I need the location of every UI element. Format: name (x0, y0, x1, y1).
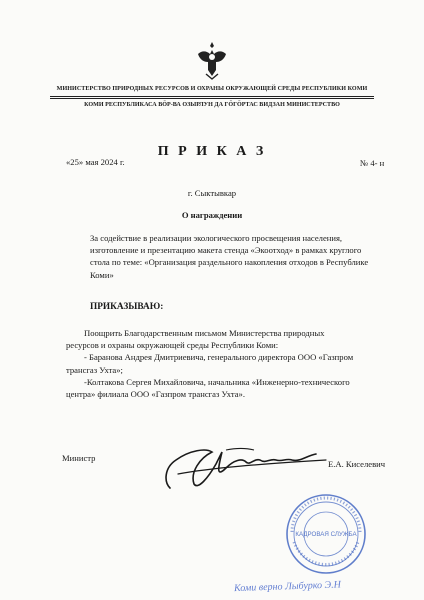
preamble-line: изготовление и презентацию макета стенда «Экоотход» в рамках круглого (90, 245, 362, 256)
document-number: № 4- н (360, 158, 385, 168)
document-date: «25» мая 2024 г. (66, 157, 125, 167)
order-line: ресурсов и охраны окружающей среды Республики Коми: (66, 340, 279, 351)
document-city: г. Сыктывкар (187, 188, 237, 198)
order-line: трансгаз Ухта»; (66, 364, 123, 375)
signer-position: Министр (62, 453, 96, 463)
order-body (66, 327, 400, 400)
order-line: -Колтакова Сергея Михайловича, начальника «Инженерно-технического (84, 376, 350, 387)
document-subject: О награждении (181, 210, 243, 220)
preamble (90, 232, 400, 281)
header-rule-top (50, 96, 374, 97)
coat-of-arms-icon (196, 40, 228, 80)
order-line: центра» филиала ООО «Газпром трансгаз Ухта». (66, 389, 245, 400)
round-stamp-icon (284, 492, 368, 576)
stamp-text: КАДРОВАЯ СЛУЖБА (295, 531, 357, 538)
ministry-name-komi: КОМИ РЕСПУБЛИКАСА ВӦР-ВА ОЗЫРЛУН ДА ГӦГӦРТАС ВИДЗАН МИНИСТЕРСТВО (84, 102, 340, 108)
handwritten-note-text: Коми верно Лыбурко Э.Н (233, 579, 342, 595)
signer-name: Е.А. Киселевич (328, 459, 386, 469)
preamble-line: Коми» (90, 269, 114, 280)
header-rule-bottom (50, 98, 374, 99)
ministry-name-russian: МИНИСТЕРСТВО ПРИРОДНЫХ РЕСУРСОВ И ОХРАНЫ ОКРУЖАЮЩЕЙ СРЕДЫ РЕСПУБЛИКИ КОМИ (56, 86, 368, 92)
preamble-line: За содействие в реализации экологического просвещения населения, (90, 233, 343, 243)
handwritten-signature-icon (150, 438, 340, 494)
preamble-line: стола по теме: «Организация раздельного накопления отходов в Республике (90, 257, 369, 268)
order-line: - Баранова Андрея Дмитриевича, генерального директора ООО «Газпром (84, 352, 354, 363)
order-line: Поощрить Благодарственным письмом Министерства природных (84, 328, 325, 338)
document-title: П Р И К А З (157, 144, 267, 159)
directive-heading: ПРИКАЗЫВАЮ: (90, 302, 164, 312)
handwritten-note (228, 572, 418, 598)
